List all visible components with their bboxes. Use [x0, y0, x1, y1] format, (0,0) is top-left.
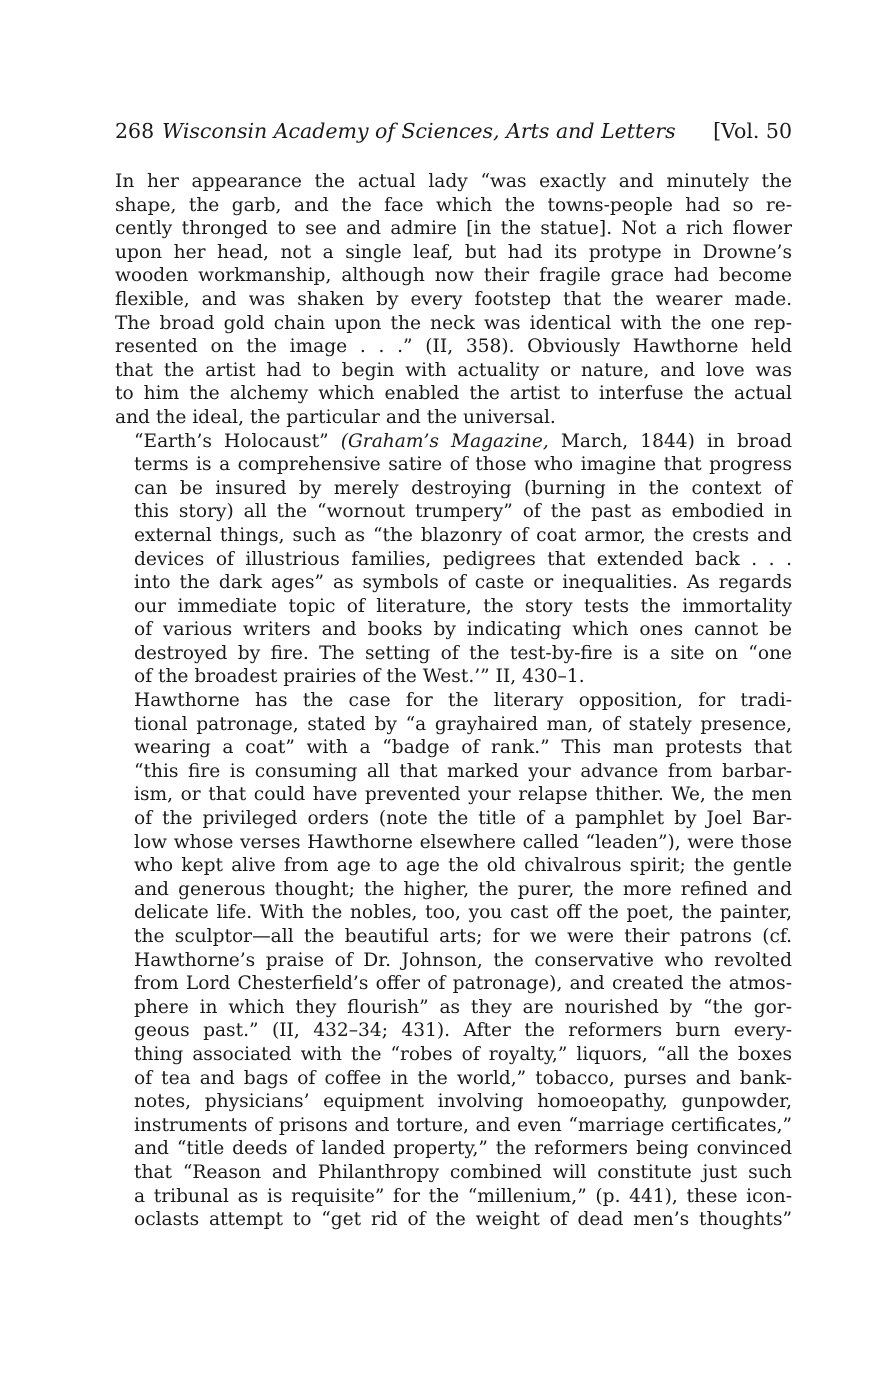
page — [115, 116, 792, 1232]
text-line: that the artist had to begin with actuality or nature, and love was — [115, 359, 792, 381]
text-line: The broad gold chain upon the neck was identical with the one rep- — [115, 312, 792, 334]
text-line: shape, the garb, and the face which the towns-people had so re- — [115, 194, 792, 216]
text-line: external things, such as “the blazonry of coat armor, the crests and — [134, 524, 792, 546]
text-line: of various writers and books by indicating which ones cannot be — [134, 619, 792, 641]
text-line: this story) all the “wornout trumpery” of the past as embodied in — [134, 501, 792, 523]
text-line: to him the alchemy which enabled the artist to interfuse the actual — [115, 383, 792, 405]
text-line: from Lord Chesterfield’s offer of patronage), and created the atmos- — [134, 973, 792, 995]
text-line: delicate life. With the nobles, too, you cast off the poet, the painter, — [134, 902, 792, 924]
text-line: who kept alive from age to age the old chivalrous spirit; the gentle — [134, 855, 792, 877]
page-number: 268 — [115, 119, 155, 143]
text-line: low whose verses Hawthorne elsewhere called “leaden”), were those — [134, 831, 792, 853]
text-line: ism, or that could have prevented your relapse thither. We, the men — [134, 784, 792, 806]
text-line: devices of illustrious families, pedigrees that extended back . . . — [134, 548, 792, 570]
text-line: thing associated with the “robes of royalty,” liquors, “all the boxes — [134, 1043, 792, 1065]
text-line: upon her head, not a single leaf, but had its protype in Drowne’s — [115, 241, 792, 263]
text-line: of tea and bags of coffee in the world,” tobacco, purses and bank- — [134, 1067, 792, 1089]
text-line: tional patronage, stated by “a grayhaired man, of stately presence, — [134, 713, 792, 735]
text-line: wooden workmanship, although now their fragile grace had become — [115, 265, 792, 287]
text-line: resented on the image . . .” (II, 358). Obviously Hawthorne held — [115, 336, 792, 358]
text-line: geous past.” (II, 432–34; 431). After the reformers burn every- — [134, 1020, 792, 1042]
text-line: In her appearance the actual lady “was exactly and minutely the — [115, 171, 792, 192]
text-line: instruments of prisons and torture, and even “marriage certificates,” — [134, 1114, 792, 1136]
paragraph-3 — [115, 689, 792, 1232]
text-line — [115, 430, 792, 454]
text-line: of the broadest prairies of the West.’” II, 430–1. — [134, 666, 585, 688]
text-line: the sculptor—all the beautiful arts; for we were their patrons (cf. — [134, 926, 792, 947]
text-line: destroyed by fire. The setting of the test-by-fire is a site on “one — [134, 642, 792, 664]
text-span: March, 1844) in broad — [548, 430, 792, 452]
text-line: oclasts attempt to “get rid of the weight of dead men’s thoughts” — [134, 1209, 792, 1231]
text-line: wearing a coat” with a “badge of rank.” This man protests that — [134, 737, 792, 759]
text-line: terms is a comprehensive satire of those who imagine that progress — [134, 454, 792, 476]
text-line: Hawthorne has the case for the literary opposition, for tradi- — [134, 690, 792, 712]
text-line: of the privileged orders (note the title of a pamphlet by Joel Bar- — [134, 808, 792, 830]
volume-label: [Vol. 50 — [713, 119, 792, 143]
text-line: flexible, and was shaken by every footstep that the wearer made. — [115, 288, 792, 310]
running-head — [115, 116, 792, 146]
text-line: that “Reason and Philanthropy combined will constitute just such — [134, 1161, 792, 1183]
text-line: can be insured by merely destroying (burning in the context of — [134, 477, 792, 499]
journal-title: Wisconsin Academy of Sciences, Arts and Letters — [162, 119, 676, 143]
body-text — [115, 170, 792, 1232]
text-line: and the ideal, the particular and the universal. — [115, 406, 556, 428]
text-line: and generous thought; the higher, the purer, the more refined and — [134, 878, 792, 900]
text-line: our immediate topic of literature, the story tests the immortality — [134, 595, 792, 617]
text-line: “this fire is consuming all that marked your advance from barbar- — [134, 760, 792, 782]
text-line: into the dark ages” as symbols of caste or inequalities. As regards — [134, 572, 792, 594]
paragraph-1 — [115, 170, 792, 430]
paragraph-2 — [115, 430, 792, 690]
text-span: “Earth’s Holocaust” — [134, 430, 341, 452]
text-line: and “title deeds of landed property,” the reformers being convinced — [134, 1138, 792, 1160]
text-line: Hawthorne’s praise of Dr. Johnson, the conservative who revolted — [134, 949, 792, 971]
text-line: phere in which they flourish” as they are nourished by “the gor- — [134, 996, 792, 1018]
text-line: cently thronged to see and admire [in the statue]. Not a rich flower — [115, 218, 792, 240]
text-line: a tribunal as is requisite” for the “millenium,” (p. 441), these icon- — [134, 1185, 792, 1207]
text-line: notes, physicians’ equipment involving homoeopathy, gunpowder, — [134, 1091, 792, 1113]
magazine-title: (Graham’s Magazine, — [340, 430, 549, 452]
